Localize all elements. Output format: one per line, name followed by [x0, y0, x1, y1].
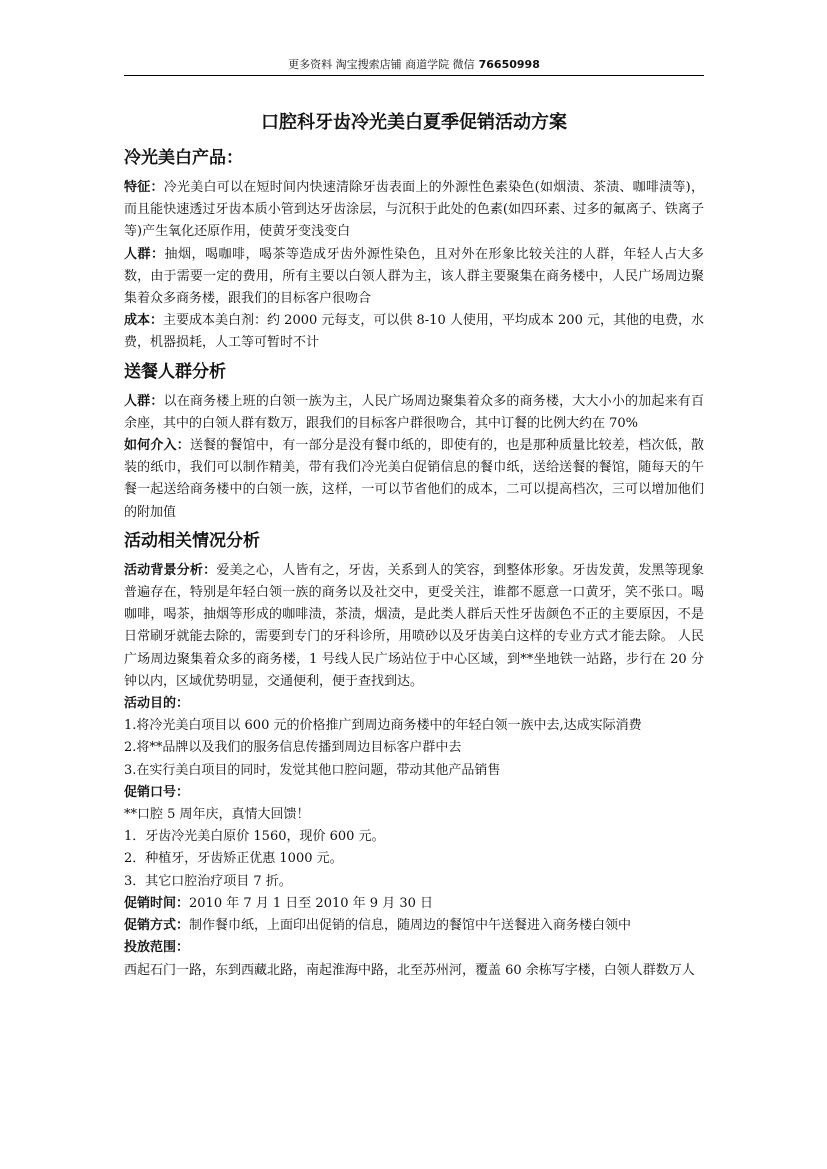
label-cost: 成本： [124, 313, 164, 329]
section-heading-product: 冷光美白产品： [124, 148, 243, 168]
text-delivery-audience: 以在商务楼上班的白领一族为主，人民广场周边聚集着众多的商务楼，大大小小的加起来有百余座，其中的白领人群有数万，跟我们的目标客户群很吻合，其中订餐的比例大约在 70% [124, 393, 704, 431]
section-heading-activity: 活动相关情况分析 [124, 530, 260, 551]
label-audience: 人群： [124, 246, 165, 262]
slogan-item: 1．牙齿冷光美白原价 1560，现价 600 元。 [124, 829, 385, 845]
slogan-item: 3．其它口腔治疗项目 7 折。 [124, 873, 292, 889]
label-background: 活动背景分析： [124, 562, 217, 578]
paragraph-time [124, 893, 704, 915]
paragraph-delivery-audience [124, 391, 704, 435]
text-method: 制作餐巾纸，上面印出促销的信息，随周边的餐馆中午送餐进入商务楼白领中 [189, 918, 632, 934]
paragraph-method [124, 915, 704, 937]
text-time: 2010 年 7 月 1 日至 2010 年 9 月 30 日 [189, 895, 433, 911]
paragraph-approach [124, 435, 704, 524]
header-wechat-number: 76650998 [478, 58, 540, 71]
label-time: 促销时间： [124, 895, 190, 911]
text-range: 西起石门一路，东到西藏北路，南起淮海中路，北至苏州河，覆盖 60 余栋写字楼，白领人群数万人 [124, 962, 695, 978]
label-approach: 如何介入： [124, 438, 190, 454]
text-cost: 主要成本美白剂：约 2000 元每支，可以供 8-10 人使用，平均成本 200 元，其他的电费，水费，机器损耗，人工等可暂时不计 [124, 313, 704, 351]
label-slogan: 促销口号： [124, 784, 190, 800]
text-feature: 冷光美白可以在短时间内快速清除牙齿表面上的外源性色素染色(如烟渍、茶渍、咖啡渍等)，而且能快速透过牙齿本质小管到达牙齿涂层，与沉积于此处的色素(如四环素、过多的氟离子、铁离子等)产生氧化还原作用，使黄牙变浅变白 [124, 180, 704, 240]
goal-item: 3.在实行美白项目的同时，发觉其他口腔问题，带动其他产品销售 [124, 762, 501, 778]
section-heading-delivery: 送餐人群分析 [124, 361, 226, 382]
text-background: 爱美之心，人皆有之，牙齿，关系到人的笑容，到整体形象。牙齿发黄，发黑等现象普遍存在，特别是年轻白领一族的商务以及社交中，更受关注，谁都不愿意一口黄牙，笑不张口。喝咖啡，喝茶，抽烟等形成的咖啡渍，茶渍，烟渍，是此类人群后天性牙齿颜色不正的主要原因，不是日常刷牙就能去除的，需要到专门的牙科诊所，用喷砂以及牙齿美白这样的专业方式才能去除。 人民广场周边聚集着众多的商务楼，1 号线人民广场站位于中心区域，到**坐地铁一站路，步行在 20 分钟以内，区域优势明显，交通便利，便于查找到达。 [124, 562, 704, 689]
paragraph-feature [124, 177, 704, 244]
text-audience: 抽烟，喝咖啡，喝茶等造成牙齿外源性染色，且对外在形象比较关注的人群，年轻人占大多数，由于需要一定的费用，所有主要以白领人群为主，该人群主要聚集在商务楼中，人民广场周边聚集着众多商务楼，跟我们的目标客户很吻合 [124, 246, 704, 307]
text-approach: 送餐的餐馆中，有一部分是没有餐巾纸的，即使有的，也是那种质量比较差，档次低，散装的纸巾，我们可以制作精美，带有我们冷光美白促销信息的餐巾纸，送给送餐的餐馆，随每天的午餐一起送给商务楼中的白领一族，这样，一可以节省他们的成本，二可以提高档次，三可以增加他们的附加值 [124, 438, 704, 520]
document-title: 口腔科牙齿冷光美白夏季促销活动方案 [261, 112, 567, 133]
label-feature: 特征： [124, 180, 164, 195]
label-range: 投放范围： [124, 940, 190, 956]
slogan-item: **口腔 5 周年庆，真情大回馈！ [124, 807, 310, 823]
page-header [124, 57, 704, 76]
label-delivery-audience: 人群： [124, 393, 164, 409]
paragraph-cost [124, 310, 704, 354]
goal-item: 2.将**品牌以及我们的服务信息传播到周边目标客户群中去 [124, 740, 462, 756]
document-body [124, 105, 704, 982]
paragraph-background [124, 560, 704, 693]
label-goals: 活动目的： [124, 696, 190, 712]
label-method: 促销方式： [124, 918, 190, 934]
paragraph-audience [124, 244, 704, 311]
slogan-item: 2．种植牙，牙齿矫正优惠 1000 元。 [124, 851, 343, 867]
goal-item: 1.将冷光美白项目以 600 元的价格推广到周边商务楼中的年轻白领一族中去,达成实际消费 [124, 718, 642, 734]
header-text: 更多资料 淘宝搜索店铺 商道学院 微信 [288, 58, 475, 71]
